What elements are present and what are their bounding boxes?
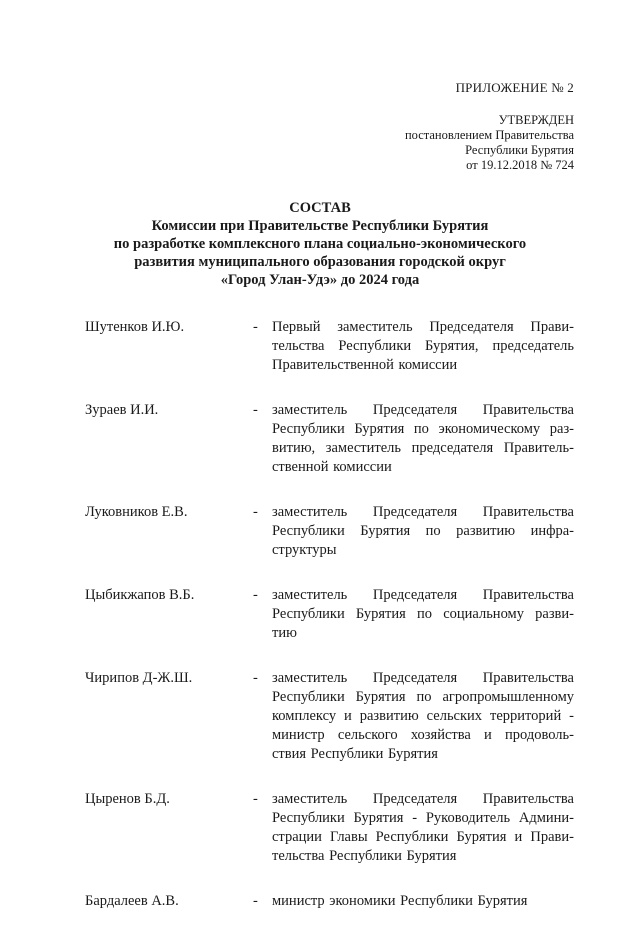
member-role-line: Правительственной комиссии xyxy=(272,357,458,373)
approval-line-1: постановлением Правительства xyxy=(404,128,574,142)
member-role-line: Республики Бурятия по развитию инфра- xyxy=(272,523,574,539)
member-role-line: Республики Бурятия - Руководитель Админи- xyxy=(272,810,574,826)
member-role xyxy=(272,586,574,643)
members-list xyxy=(85,318,575,937)
member-role-line: ствия Республики Бурятия xyxy=(272,746,438,762)
member-name: Шутенков И.Ю. xyxy=(85,319,185,335)
approval-status: УТВЕРЖДЕН xyxy=(498,113,574,127)
member-dash: - xyxy=(253,504,258,520)
member-dash: - xyxy=(253,319,258,335)
member-role-line: ственной комиссии xyxy=(272,459,392,475)
approval-line-3: от 19.12.2018 № 724 xyxy=(466,158,574,172)
member-role-line: заместитель Председателя Правительства xyxy=(272,504,574,520)
member-role-line: страции Главы Республики Бурятия и Прави- xyxy=(272,829,574,845)
heading-title: СОСТАВ xyxy=(289,200,351,216)
member-name: Цыренов Б.Д. xyxy=(85,791,170,807)
appendix-label: ПРИЛОЖЕНИЕ № 2 xyxy=(455,80,574,95)
member-role-line: министр экономики Республики Бурятия xyxy=(272,893,528,909)
member-name: Луковников Е.В. xyxy=(85,504,188,520)
member-row xyxy=(85,669,575,764)
member-role-line: структуры xyxy=(272,542,337,558)
member-role xyxy=(272,790,574,866)
heading-line-1: Комиссии при Правительстве Республики Бурятия xyxy=(151,218,489,234)
member-name: Чирипов Д-Ж.Ш. xyxy=(85,670,193,686)
member-dash: - xyxy=(253,893,258,909)
member-row xyxy=(85,892,575,911)
heading-line-3: развития муниципального образования городской округ xyxy=(134,254,506,270)
member-role-line: витию, заместитель председателя Правитель- xyxy=(272,440,574,456)
member-name: Бардалеев А.В. xyxy=(85,893,179,909)
member-dash: - xyxy=(253,587,258,603)
member-row xyxy=(85,401,575,477)
member-row xyxy=(85,318,575,375)
member-row xyxy=(85,586,575,643)
member-role-line: министр сельского хозяйства и продоволь- xyxy=(272,727,574,743)
member-role-line: Республики Бурятия по агропромышленному xyxy=(272,689,574,705)
member-role xyxy=(272,318,574,375)
member-dash: - xyxy=(253,670,258,686)
member-role-line: тельства Республики Бурятия, председатель xyxy=(272,338,574,354)
member-name: Цыбикжапов В.Б. xyxy=(85,587,195,603)
member-role xyxy=(272,669,574,764)
member-role-line: Республики Бурятия по экономическому раз- xyxy=(272,421,574,437)
member-role-line: заместитель Председателя Правительства xyxy=(272,402,574,418)
member-role-line: Республики Бурятия по социальному разви- xyxy=(272,606,574,622)
member-row xyxy=(85,503,575,560)
heading-line-2: по разработке комплексного плана социально-экономического xyxy=(113,236,527,252)
member-dash: - xyxy=(253,402,258,418)
heading-line-4: «Город Улан-Удэ» до 2024 года xyxy=(220,272,420,288)
member-dash: - xyxy=(253,791,258,807)
member-role-line: комплексу и развитию сельских территорий - xyxy=(272,708,574,724)
member-role-line: тельства Республики Бурятия xyxy=(272,848,457,864)
member-name: Зураев И.И. xyxy=(85,402,159,418)
member-role xyxy=(272,401,574,477)
approval-line-2: Республики Бурятия xyxy=(465,143,574,157)
member-role-line: тию xyxy=(272,625,297,641)
member-row xyxy=(85,790,575,866)
member-role-line: Первый заместитель Председателя Прави- xyxy=(272,319,574,335)
member-role xyxy=(272,892,574,911)
member-role-line: заместитель Председателя Правительства xyxy=(272,670,574,686)
member-role-line: заместитель Председателя Правительства xyxy=(272,587,574,603)
member-role xyxy=(272,503,574,560)
member-role-line: заместитель Председателя Правительства xyxy=(272,791,574,807)
approval-block xyxy=(405,113,574,173)
document-heading xyxy=(0,199,640,289)
